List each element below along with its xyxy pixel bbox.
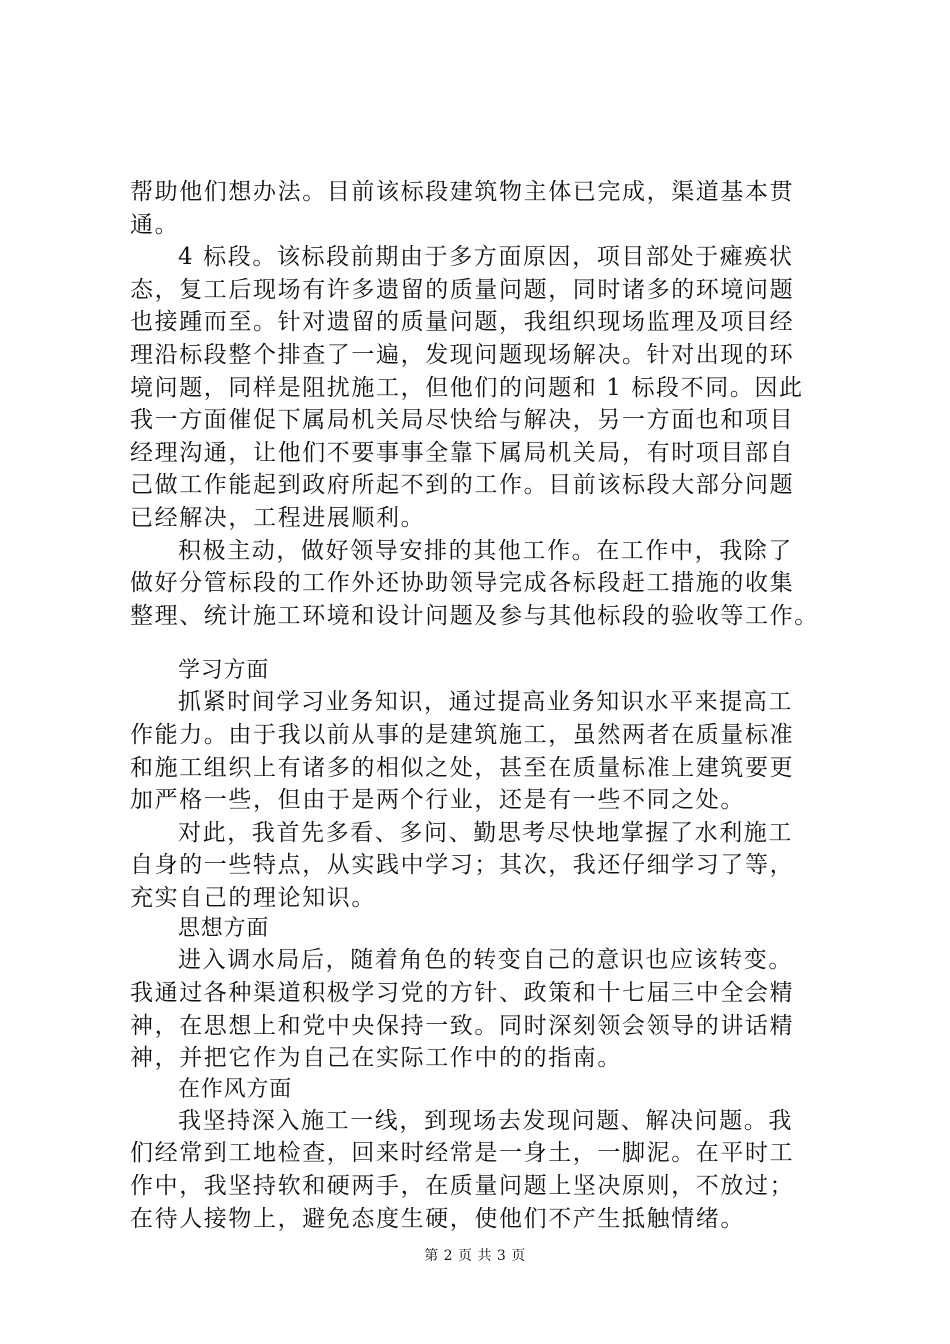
text-line: 通。 xyxy=(130,211,180,238)
text-line: 我一方面催促下属局机关局尽快给与解决，另一方面也和项目 xyxy=(130,407,795,434)
paragraph-gap xyxy=(130,632,850,656)
text-line: 作能力。由于我以前从事的是建筑施工，虽然两者在质量标准 xyxy=(130,721,795,748)
text-line: 们经常到工地检查，回来时经常是一身土，一脚泥。在平时工 xyxy=(130,1140,795,1167)
paragraph-start: 我坚持深入施工一线，到现场去发现问题、解决问题。我 xyxy=(178,1107,793,1134)
section-heading: 在作风方面 xyxy=(178,1076,293,1102)
text-line: 己做工作能起到政府所起不到的工作。目前该标段大部分问题 xyxy=(130,472,795,499)
text-line: 在待人接物上，避免态度生硬，使他们不产生抵触情绪。 xyxy=(130,1205,745,1232)
section-heading: 学习方面 xyxy=(178,658,270,684)
text-line: 我通过各种渠道积极学习党的方针、政策和十七届三中全会精 xyxy=(130,980,795,1007)
text-line: 理沿标段整个排查了一遍，发现问题现场解决。针对出现的环 xyxy=(130,341,795,368)
text-line: 加严格一些，但由于是两个行业，还是有一些不同之处。 xyxy=(130,787,745,814)
text-line: 神，在思想上和党中央保持一致。同时深刻领会领导的讲话精 xyxy=(130,1012,795,1039)
text-line: 已经解决，工程进展顺利。 xyxy=(130,504,426,531)
text-line: 自身的一些特点，从实践中学习；其次，我还仔细学习了等， xyxy=(130,852,795,879)
section-heading: 思想方面 xyxy=(178,916,270,942)
page-number-footer: 第 2 页 共 3 页 xyxy=(424,1248,526,1264)
text-line: 和施工组织上有诸多的相似之处，甚至在质量标准上建筑要更 xyxy=(130,754,795,781)
text-line: 充实自己的理论知识。 xyxy=(130,884,376,911)
text-line: 帮助他们想办法。目前该标段建筑物主体已完成，渠道基本贯 xyxy=(130,179,795,205)
text-line: 态，复工后现场有许多遗留的质量问题，同时诸多的环境问题 xyxy=(130,276,795,303)
text-line: 境问题，同样是阻扰施工，但他们的问题和 1 标段不同。因此 xyxy=(130,374,804,401)
text-line: 做好分管标段的工作外还协助领导完成各标段赶工措施的收集 xyxy=(130,570,795,597)
paragraph-start: 对此，我首先多看、多问、勤思考尽快地掌握了水利施工 xyxy=(178,819,793,846)
paragraph-start: 积极主动，做好领导安排的其他工作。在工作中，我除了 xyxy=(178,537,793,564)
paragraph-start: 进入调水局后，随着角色的转变自己的意识也应该转变。 xyxy=(178,947,793,974)
text-line: 经理沟通，让他们不要事事全靠下属局机关局，有时项目部自 xyxy=(130,439,795,466)
paragraph-start: 4 标段。该标段前期由于多方面原因，项目部处于瘫痪状 xyxy=(178,244,794,271)
paragraph-start: 抓紧时间学习业务知识，通过提高业务知识水平来提高工 xyxy=(178,689,793,716)
text-line: 也接踵而至。针对遗留的质量问题，我组织现场监理及项目经 xyxy=(130,309,795,336)
document-body xyxy=(130,176,850,1235)
text-line: 整理、统计施工环境和设计问题及参与其他标段的验收等工作。 xyxy=(130,602,819,629)
text-line: 神，并把它作为自己在实际工作中的的指南。 xyxy=(130,1045,622,1072)
text-line: 作中，我坚持软和硬两手，在质量问题上坚决原则，不放过； xyxy=(130,1173,795,1200)
